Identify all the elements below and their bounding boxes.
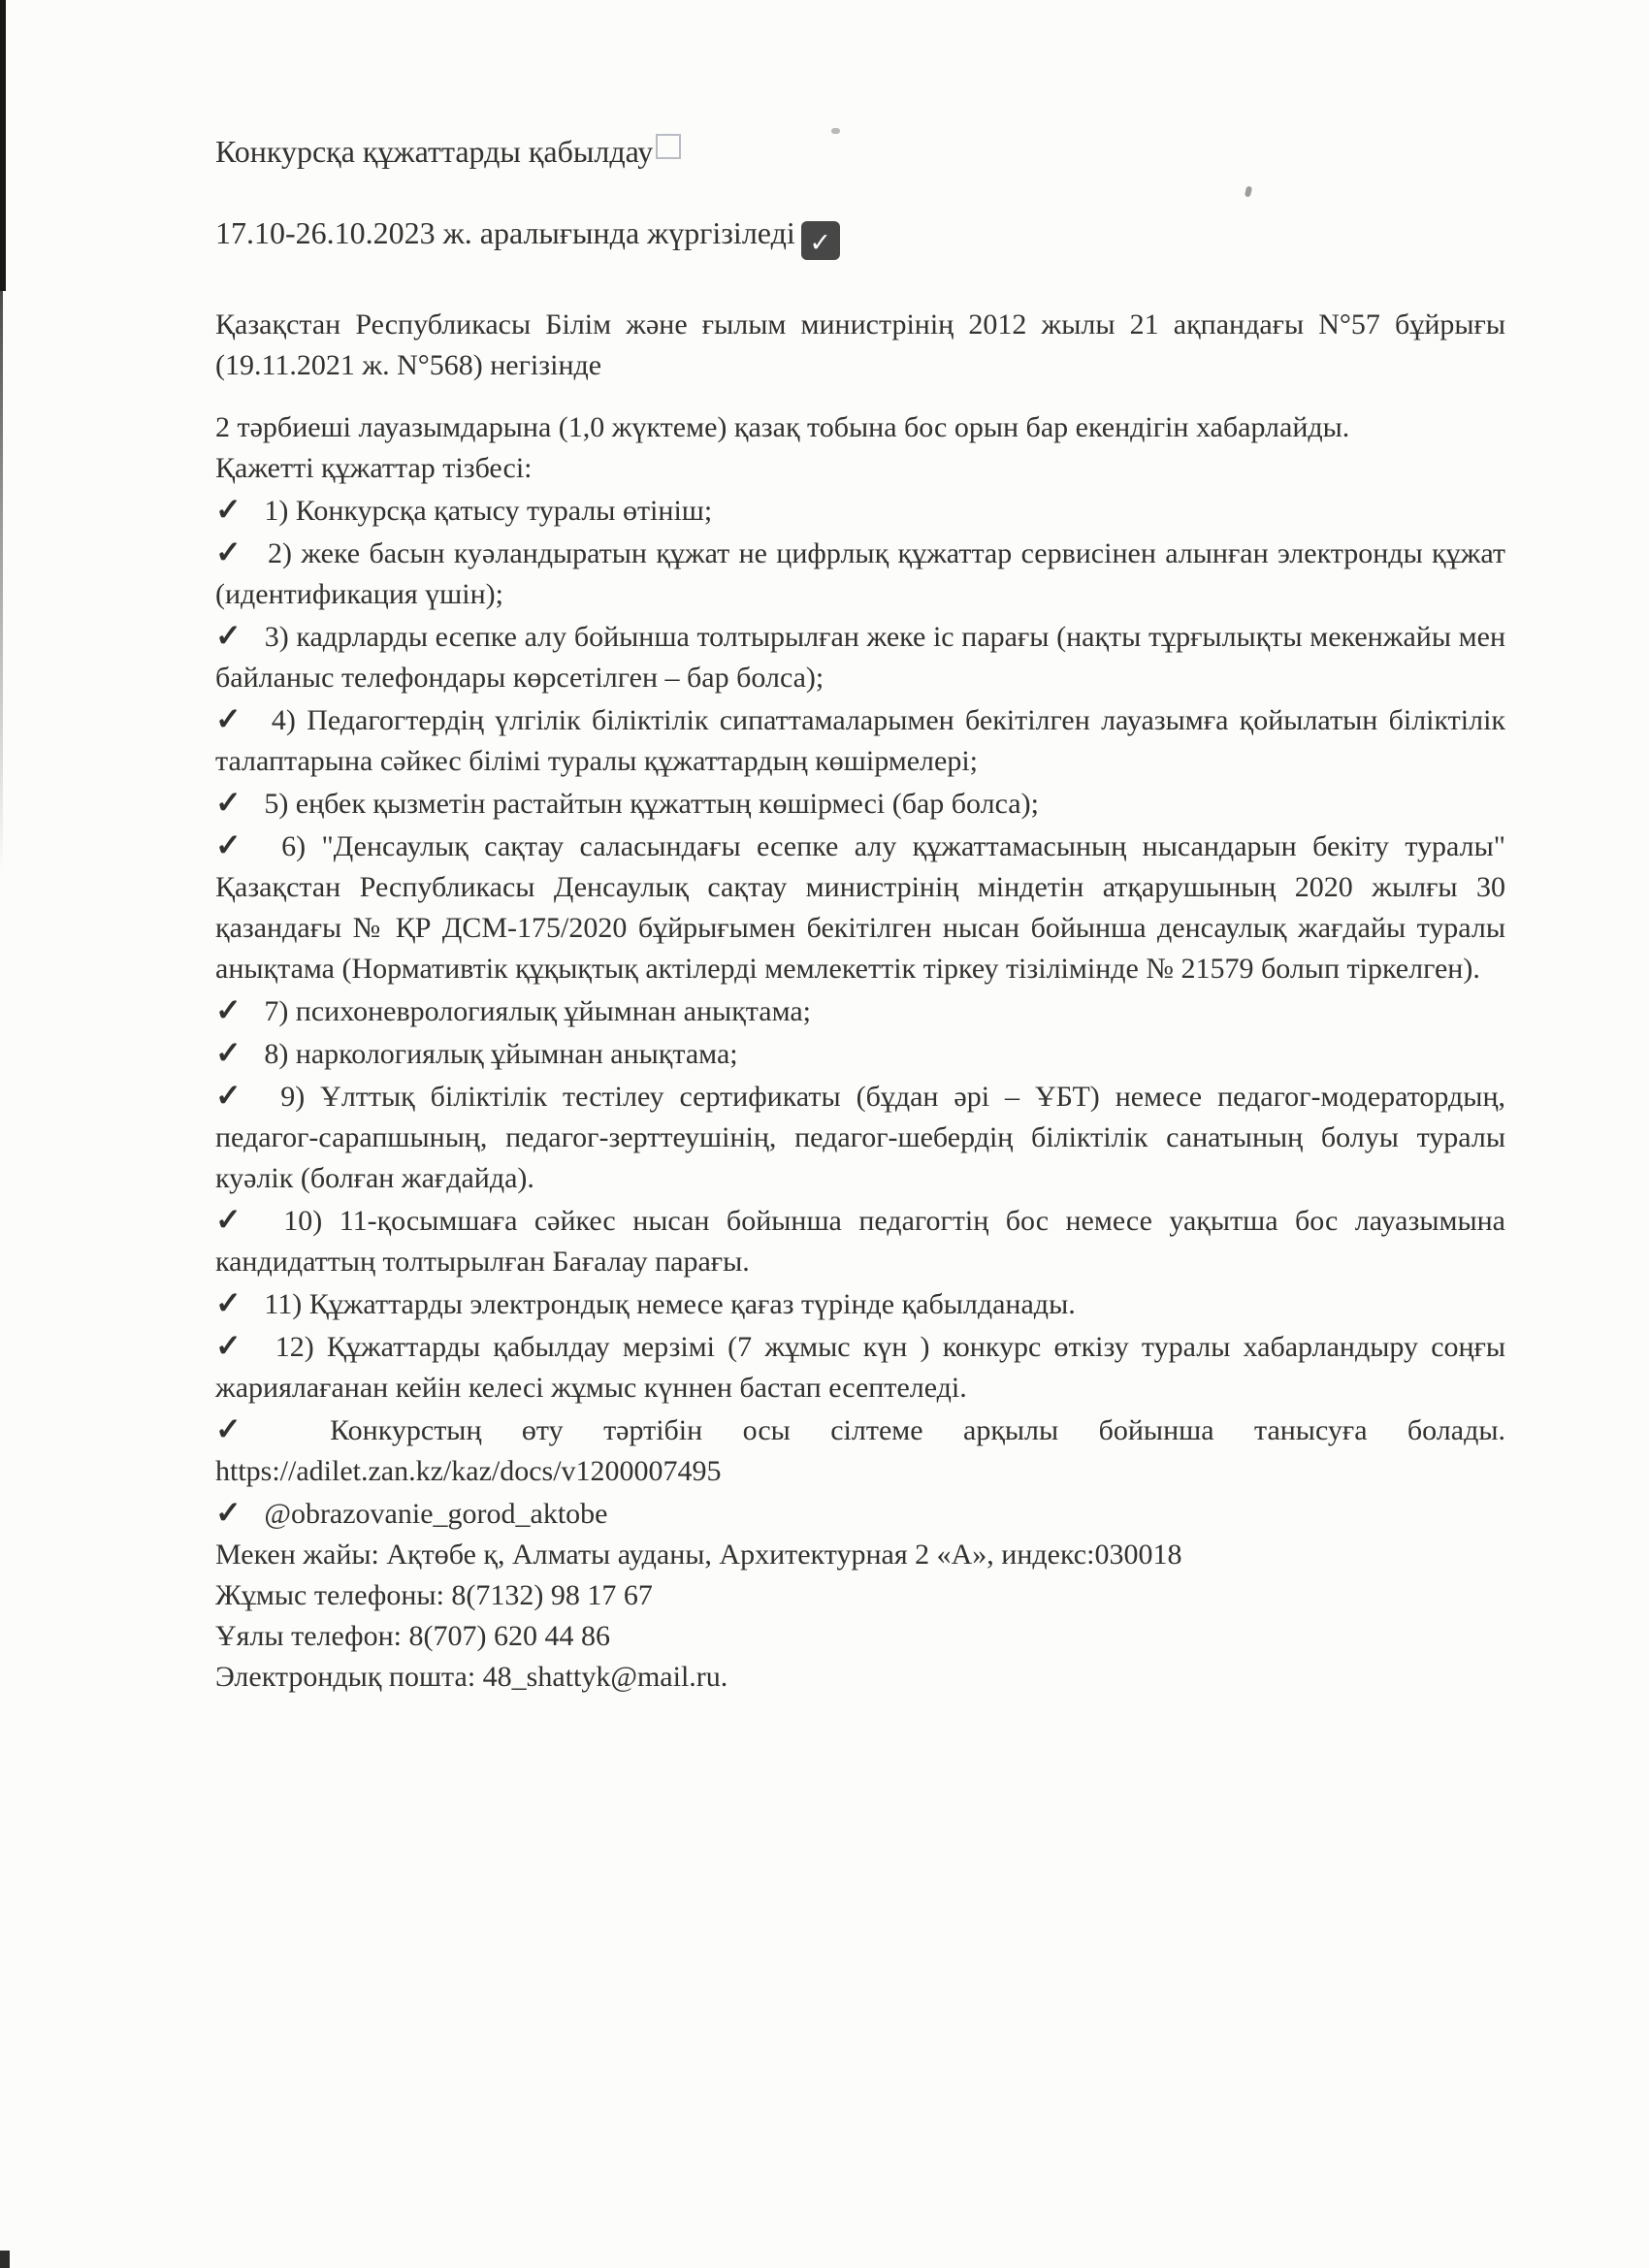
contact-work-phone: Жұмыс телефоны: 8(7132) 98 17 67	[215, 1579, 653, 1611]
checked-checkbox-icon	[801, 221, 840, 260]
checklist-item-text: 10) 11-қосымшаға сәйкес нысан бойынша педагогтің бос немесе уақытша бос лауазымына кандидаттың толтырылған Бағалау парағы.	[215, 1205, 1506, 1278]
checkmark-icon: ✓	[215, 492, 242, 527]
checkmark-icon: ✓	[215, 827, 250, 862]
scan-corner-artifact	[0, 2251, 10, 2268]
checklist-item-text: 7) психоневрологиялық ұйымнан анықтама;	[264, 995, 811, 1027]
checklist-item-2	[215, 532, 1505, 615]
checkmark-icon: ✓	[215, 1495, 242, 1530]
instagram-handle-line	[215, 1492, 1505, 1535]
checklist-item-5	[215, 782, 1505, 825]
checkmark-icon: ✓	[215, 1411, 275, 1446]
vacancy-announcement-paragraph: 2 тәрбиеші лауазымдарына (1,0 жүктеме) қазақ тобына бос орын бар екендігін хабарлайды.	[215, 411, 1350, 443]
checklist-item-text: 8) наркологиялық ұйымнан анықтама;	[264, 1038, 738, 1070]
checklist-item-text: 9) Ұлттық біліктілік тестілеу сертификаты (бұдан әрі – ҰБТ) немесе педагог-модератордың, педагог-сарапшының, педагог-зерттеушінің, педагог-шебердің біліктілік санатының болуы туралы куәлік (болған жағдайда).	[215, 1081, 1506, 1194]
checkmark-icon: ✓	[215, 1328, 247, 1363]
checklist-item-10	[215, 1199, 1505, 1282]
checklist-item-text: 2) жеке басын куәландыратын құжат не цифрлық құжаттар сервисінен алынған электронды құжат (идентификация үшін);	[215, 537, 1506, 610]
checklist-item-text: 12) Құжаттарды қабылдау мерзімі (7 жұмыс күн ) конкурс өткізу туралы хабарландыру соңғы жариялағанан кейін келесі жұмыс күннен бастап есептеледі.	[215, 1331, 1506, 1404]
checkmark-icon: ✓	[215, 1078, 250, 1113]
scan-edge-artifact	[0, 0, 6, 291]
checklist-item-4	[215, 698, 1505, 782]
checklist-item-9	[215, 1075, 1505, 1199]
checklist-item-1	[215, 489, 1505, 532]
competition-procedure-line	[215, 1409, 1505, 1451]
checklist-item-text: 11) Құжаттарды электрондық немесе қағаз түрінде қабылданады.	[264, 1288, 1076, 1320]
contact-mobile-phone: Ұялы телефон: 8(707) 620 44 86	[215, 1620, 610, 1652]
document-title: Конкурсқа құжаттарды қабылдау	[215, 134, 654, 169]
legal-link-url: https://adilet.zan.kz/kaz/docs/v1200007495	[215, 1455, 722, 1487]
contact-address: Мекен жайы: Ақтөбе қ, Алматы ауданы, Архитектурная 2 «А», индекс:030018	[215, 1539, 1182, 1571]
competition-procedure-text: Конкурстың өту тәртібін осы сілтеме арқылы бойынша танысуға болады.	[330, 1414, 1505, 1446]
legal-basis-paragraph: Қазақстан Республикасы Білім және ғылым министрінің 2012 жылы 21 ақпандағы N°57 бұйрығы (19.11.2021 ж. N°568) негізінде	[215, 308, 1505, 381]
document-title-line	[215, 130, 1505, 173]
checkmark-icon: ✓	[215, 1035, 242, 1070]
checklist-item-text: 3) кадрларды есепке алу бойынша толтырылған жеке іс парағы (нақты тұрғылықты мекенжайы мен байланыс телефондары көрсетілген – бар болса);	[215, 621, 1506, 694]
checklist-item-8	[215, 1032, 1505, 1075]
checkmark-icon: ✓	[215, 1285, 242, 1320]
required-documents-heading: Қажетті құжаттар тізбесі:	[215, 452, 533, 484]
scan-edge-artifact-fade	[0, 291, 3, 873]
checklist-item-6	[215, 825, 1505, 989]
empty-checkbox-icon	[656, 134, 681, 159]
document-body	[215, 130, 1505, 1698]
checkmark-icon: ✓	[215, 618, 242, 653]
checklist-item-11	[215, 1282, 1505, 1325]
checklist-item-3	[215, 615, 1505, 698]
checkmark-icon: ✓	[215, 785, 242, 820]
checklist-item-text: 4) Педагогтердің үлгілік біліктілік сипаттамаларымен бекітілген лауазымға қойылатын біліктілік талаптарына сәйкес білімі туралы құжаттардың көшірмелері;	[215, 704, 1506, 777]
checklist-item-text: 1) Конкурсқа қатысу туралы өтініш;	[264, 495, 713, 527]
checklist-item-text: 5) еңбек қызметін растайтын құжаттың көшірмесі (бар болса);	[264, 788, 1039, 820]
instagram-handle: @obrazovanie_gorod_aktobe	[264, 1498, 608, 1530]
checklist-item-text: 6) "Денсаулық сақтау саласындағы есепке алу құжаттамасының нысандарын бекіту туралы" Қазақстан Республикасы Денсаулық сақтау министрінің міндетін атқарушының 2020 жылғы 30 қазандағы № ҚР ДСМ-175/2020 бұйрығымен бекітілген нысан бойынша денсаулық жағдайы туралы анықтама (Нормативтік құқықтық актілерді мемлекеттік тіркеу тізілімінде № 21579 болып тіркелген).	[215, 830, 1506, 985]
checkmark-icon: ✓	[215, 1202, 251, 1237]
checkmark-icon: ✓	[215, 992, 242, 1027]
date-range-line	[215, 211, 1505, 260]
checkmark-icon: ✓	[809, 228, 832, 258]
date-range-text: 17.10-26.10.2023 ж. аралығында жүргізіледі	[215, 215, 795, 250]
contact-email: Электрондық пошта: 48_shattyk@mail.ru.	[215, 1661, 728, 1693]
checklist-item-12	[215, 1325, 1505, 1409]
checkmark-icon: ✓	[215, 535, 243, 569]
checklist-item-7	[215, 989, 1505, 1032]
checkmark-icon: ✓	[215, 701, 245, 736]
